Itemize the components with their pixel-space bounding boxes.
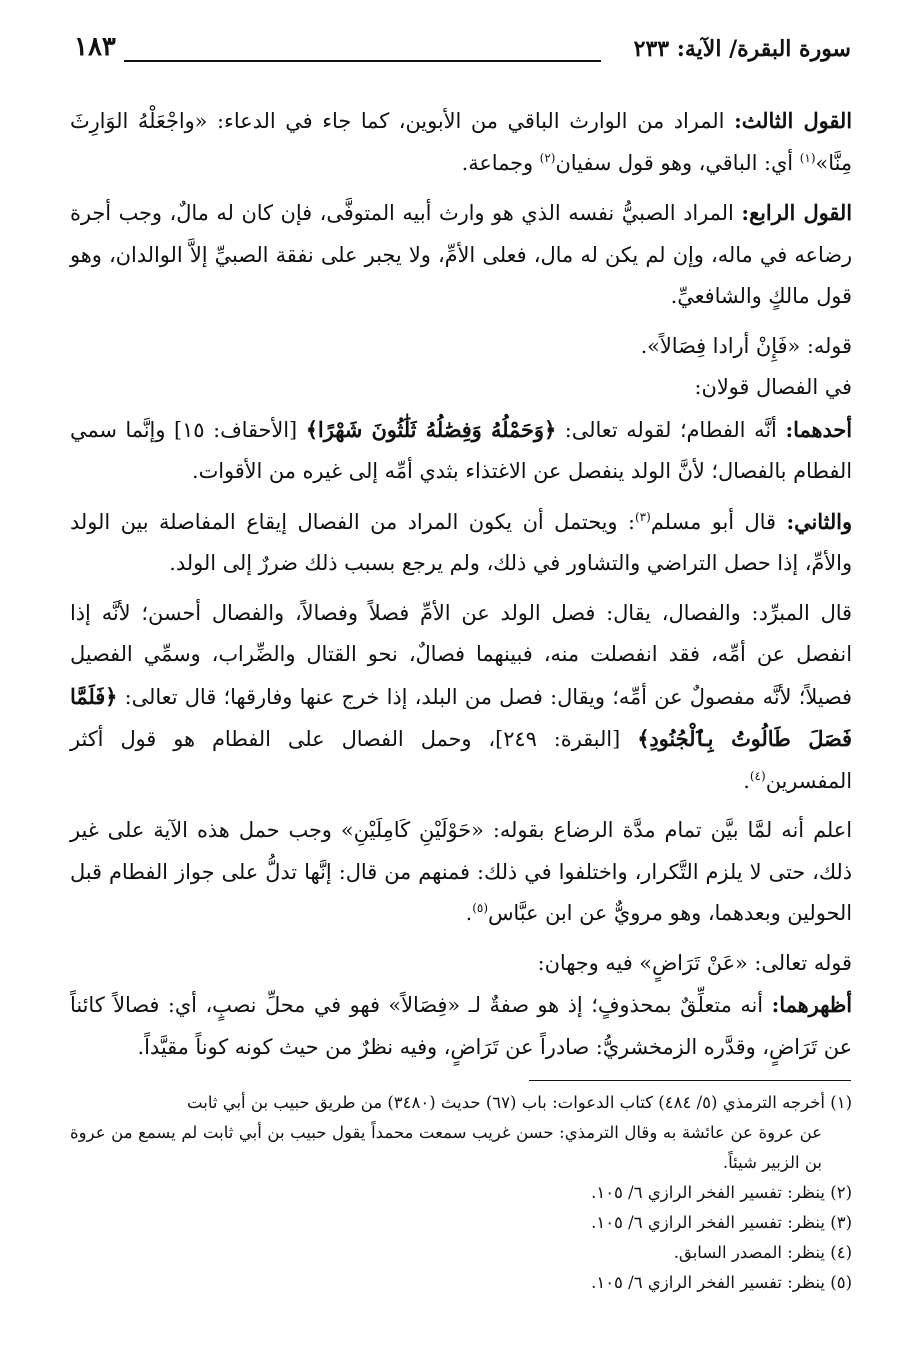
paragraph-text: أنه متعلِّقٌ بمحذوفٍ؛ إذ هو صفةٌ لـ «فِصَالاً» فهو في محلِّ نصبٍ، أي: فصالاً كائناً عن تَرَاضٍ، وقدَّره الزمخشريُّ: صادراً عن تَرَاضٍ، وفيه نظرٌ من حيث كونه كوناً مقيَّداً. <box>70 993 852 1059</box>
paragraph-most-apparent <box>70 984 852 1068</box>
footnote-5: (٥) ينظر: تفسير الفخر الرازي ٦/ ١٠٥. <box>591 1273 852 1292</box>
footnote-ref: (٢) <box>539 150 556 165</box>
quran-verse: ﴿وَحَمْلُهُ وَفِصَٰلُهُ ثَلَٰثُونَ شَهْرًا﴾ <box>305 416 557 442</box>
footnote-ref: (٥) <box>472 901 489 916</box>
footnote-rule <box>529 1080 851 1081</box>
paragraph-text: [البقرة: ٢٤٩]، وحمل الفصال على الفطام هو قول أكثر المفسرين <box>70 727 852 793</box>
footnote-2: (٢) ينظر: تفسير الفخر الرازي ٦/ ١٠٥. <box>591 1183 852 1202</box>
paragraph-text: المراد الصبيُّ نفسه الذي هو وارث أبيه المتوفَّى، فإن كان له مالٌ، وجب أجرة رضاعه في ماله، وإن لم يكن له مال، فعلى الأمِّ، ولا يجبر على نفقة الصبيِّ إلاَّ الوالدان، وهو قول مالكٍ والشافعيِّ. <box>70 201 852 308</box>
paragraph-know <box>70 810 852 935</box>
footnote-4: (٤) ينظر: المصدر السابق. <box>673 1243 852 1262</box>
footnote-3: (٣) ينظر: تفسير الفخر الرازي ٦/ ١٠٥. <box>591 1213 852 1232</box>
header-rule <box>124 60 601 62</box>
running-title: سورة البقرة/ الآية: ٢٣٣ <box>633 36 851 62</box>
paragraph-lead: القول الرابع: <box>741 200 852 225</box>
footnote-1: (١) أخرجه الترمذي (٥/ ٤٨٤) كتاب الدعوات: باب (٦٧) حديث (٣٤٨٠) من طريق حبيب بن أبي ثابت <box>187 1093 852 1112</box>
paragraph-text: وجماعة. <box>461 150 540 175</box>
paragraph-text: قوله: «فَإِنْ أرادا فِصَالاً». <box>640 333 852 358</box>
paragraph-text: أي: الباقي، وهو قول سفيان <box>555 150 800 175</box>
paragraph-mutual-consent <box>70 943 852 985</box>
paragraph-text: قال المبرِّد: والفصال، يقال: فصل الولد عن الأمِّ فصلاً وفصالاً، والفصال أحسن؛ لأنَّه إذا انفصل عن أمِّه، فقد انفصلت منه، فبينهما فصالٌ، نحو القتال والضِّراب، وسمِّي الفصيل فصيلاً؛ لأنَّه مفصولٌ عن أمِّه؛ ويقال: فصل من البلد، إذا خرج عنها وفارقها؛ قال تعالى: <box>70 600 852 709</box>
paragraph-two-opinions <box>70 367 852 409</box>
paragraph-text: قوله تعالى: «عَنْ تَرَاضٍ» فيه وجهان: <box>537 950 852 975</box>
footnote-ref: (٣) <box>634 509 651 524</box>
paragraph-lead: أحدهما: <box>785 416 852 442</box>
paragraph-first <box>70 409 852 493</box>
paragraph-lead: والثاني: <box>786 508 853 534</box>
paragraph-second <box>70 501 852 585</box>
paragraph-lead: القول الثالث: <box>734 108 853 133</box>
quran-verse: ﴿فَلَمَّا فَصَلَ طَالُوتُ بِٱلْجُنُودِ﴾ <box>70 683 852 751</box>
paragraph-text: المراد من الوارث الباقي من الأبوين، كما جاء في الدعاء: «واجْعَلْهُ الوَارِثَ مِنَّا» <box>70 109 852 175</box>
paragraph-text: في الفصال قولان: <box>694 375 852 399</box>
paragraph-text: . <box>465 901 473 925</box>
paragraph-lead: أظهرهما: <box>771 992 852 1017</box>
paragraph-third-opinion <box>70 100 852 184</box>
page-number: ١٨٣ <box>74 32 116 62</box>
paragraph-text: اعلم أنه لمَّا بيَّن تمام مدَّة الرضاع بقوله: «حَوْلَيْنِ كَامِلَيْنِ» وجب حمل هذه الآية على غير ذلك، حتى لا يلزم التَّكرار، واختلفوا في ذلك: فمنهم من قال: إنَّها تدلُّ على جواز الفطام قبل الحولين وبعدهما، وهو مرويٌّ عن ابن عبَّاس <box>70 818 852 925</box>
paragraph-text: أنَّه الفطام؛ لقوله تعالى: <box>556 417 786 442</box>
paragraph-text: [الأحقاف: ١٥] وإنَّما سمي الفطام بالفصال؛ لأنَّ الولد ينفصل عن الاغتذاء بثدي أمِّه إلى غيره من الأقوات. <box>70 417 852 483</box>
footnote-ref: (٤) <box>749 768 766 783</box>
footnote-ref: (١) <box>799 150 816 165</box>
paragraph-fourth-opinion <box>70 192 852 318</box>
paragraph-mubarrad <box>70 593 852 803</box>
footnotes <box>70 1088 852 1298</box>
paragraph-quote <box>70 326 852 368</box>
footnote-1-continued: عن عروة عن عائشة به وقال الترمذي: حسن غريب سمعت محمداً يقول حبيب بن أبي ثابت لم يسمع من عروة بن الزبير شيئاً. <box>70 1123 822 1172</box>
paragraph-text: قال أبو مسلم <box>650 509 787 534</box>
paragraph-text: . <box>743 768 750 793</box>
main-text <box>70 100 852 1076</box>
paragraph-text: : ويحتمل أن يكون المراد من الفصال إيقاع المفاصلة بين الولد والأمِّ، إذا حصل التراضي والتشاور في ذلك، ولم يرجع بسبب ذلك ضررٌ إلى الولد. <box>70 509 852 575</box>
page-header <box>74 30 851 74</box>
